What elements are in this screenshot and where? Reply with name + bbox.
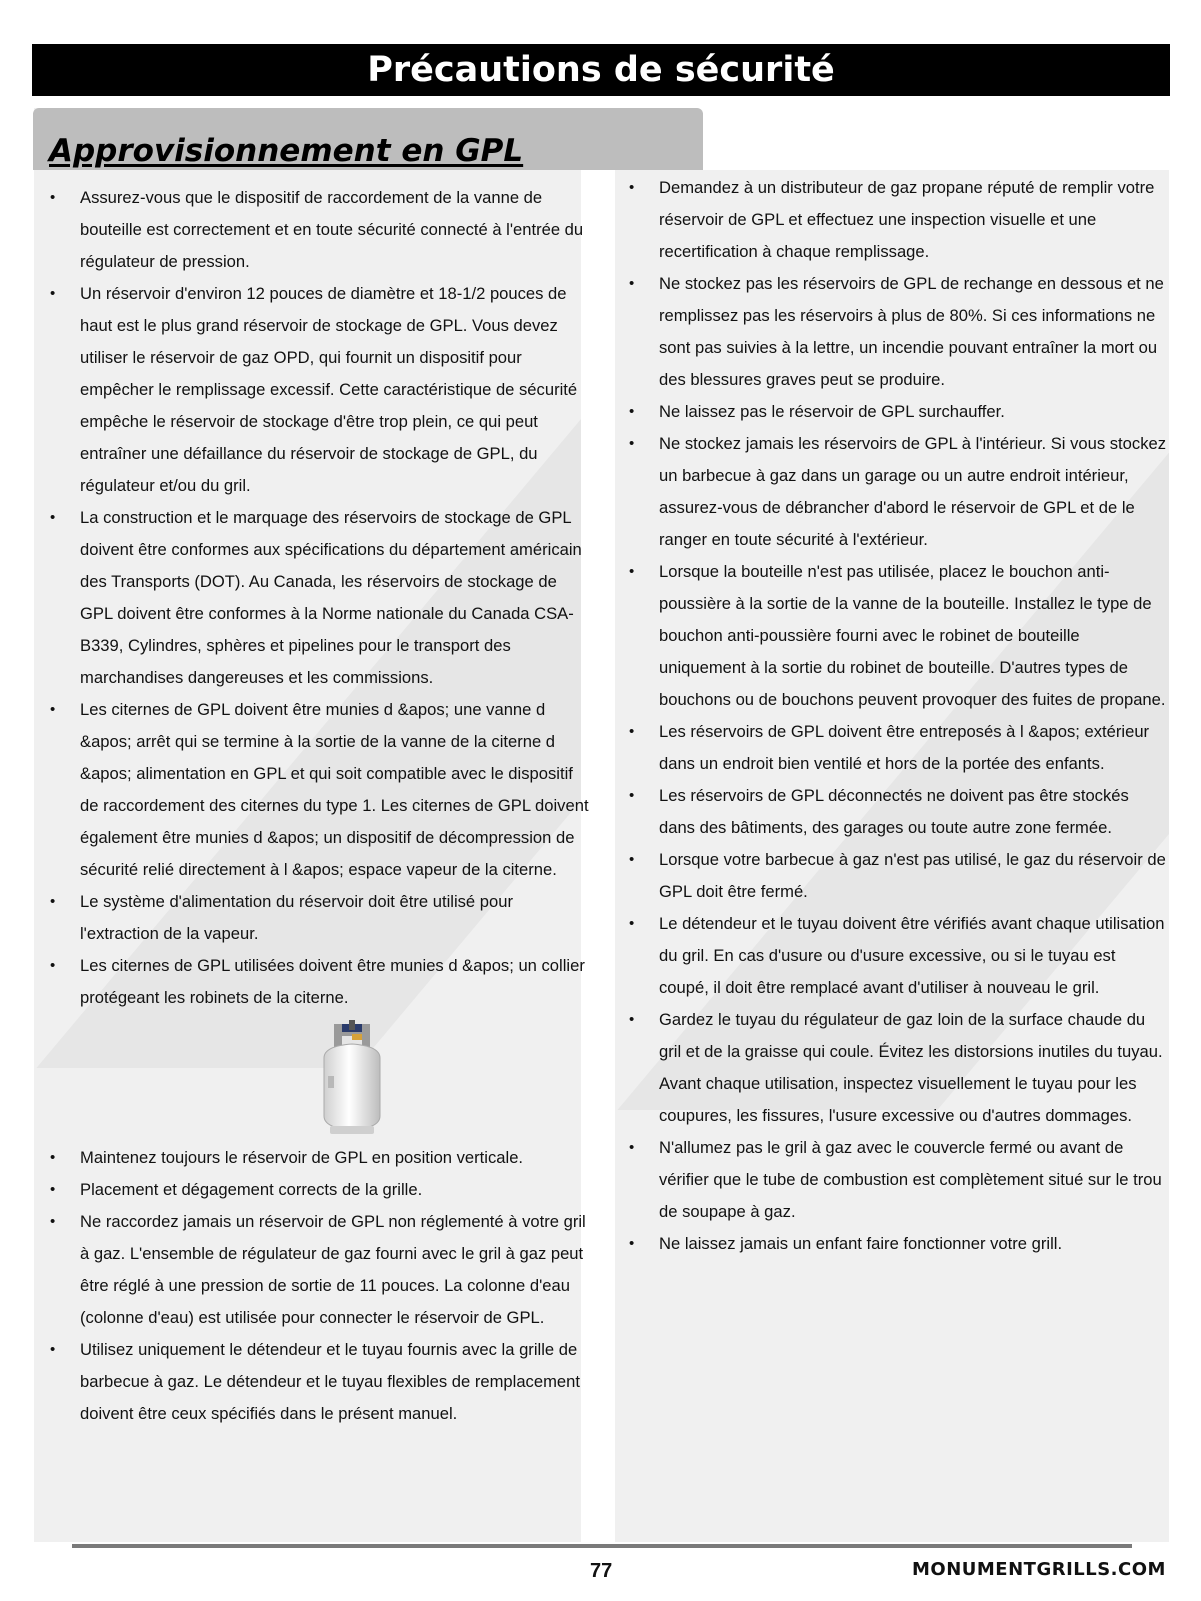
list-item: • Les réservoirs de GPL doivent être entreposés à l &apos; extérieur dans un endroit bien ventilé et hors de la portée des enfants.: [629, 716, 1169, 780]
list-item: • Ne stockez jamais les réservoirs de GPL à l'intérieur. Si vous stockez un barbecue à gaz dans un garage ou un autre endroit intérieur, assurez-vous de débrancher d'abord le réservoir de GPL et de le ranger en toute sécurité à l'extérieur.: [629, 428, 1169, 556]
page-title: Précautions de sécurité: [32, 44, 1170, 96]
list-item: • Ne laissez jamais un enfant faire fonctionner votre grill.: [629, 1228, 1169, 1260]
left-bullet-list: [50, 182, 590, 1430]
list-item: • Les réservoirs de GPL déconnectés ne doivent pas être stockés dans des bâtiments, des garages ou toute autre zone fermée.: [629, 780, 1169, 844]
list-item: • Demandez à un distributeur de gaz propane réputé de remplir votre réservoir de GPL et effectuez une inspection visuelle et une recertification à chaque remplissage.: [629, 172, 1169, 268]
list-item: • Le détendeur et le tuyau doivent être vérifiés avant chaque utilisation du gril. En cas d'usure ou d'usure excessive, ou si le tuyau est coupé, il doit être remplacé avant d'utiliser à nouveau le gril.: [629, 908, 1169, 1004]
list-item: • Les citernes de GPL doivent être munies d &apos; une vanne d &apos; arrêt qui se termine à la sortie de la vanne de la citerne d &apos; alimentation en GPL et qui soit compatible avec le dispositif de raccordement des citernes du type 1. Les citernes de GPL doivent également être munies d &apos; un dispositif de décompression de sécurité relié directement à l &apos; espace vapeur de la citerne.: [50, 694, 590, 886]
list-item: • Le système d'alimentation du réservoir doit être utilisé pour l'extraction de la vapeur.: [50, 886, 590, 950]
website-url: MONUMENTGRILLS.COM: [912, 1559, 1166, 1580]
list-item: • Placement et dégagement corrects de la grille.: [50, 1174, 590, 1206]
list-item: • Gardez le tuyau du régulateur de gaz loin de la surface chaude du gril et de la graisse qui coule. Évitez les distorsions inutiles du tuyau. Avant chaque utilisation, inspectez visuellement le tuyau pour les coupures, les fissures, l'usure excessive ou d'autres dommages.: [629, 1004, 1169, 1132]
page-number: 77: [590, 1560, 613, 1582]
list-item: • Ne stockez pas les réservoirs de GPL de rechange en dessous et ne remplissez pas les réservoirs à plus de 80%. Si ces informations ne sont pas suivies à la lettre, un incendie pouvant entraîner la mort ou des blessures graves peut se produire.: [629, 268, 1169, 396]
list-item: • N'allumez pas le gril à gaz avec le couvercle fermé ou avant de vérifier que le tube de combustion est complètement situé sur le trou de soupape à gaz.: [629, 1132, 1169, 1228]
list-item: • Lorsque la bouteille n'est pas utilisée, placez le bouchon anti-poussière à la sortie de la vanne de la bouteille. Installez le type de bouchon anti-poussière fourni avec le robinet de bouteille uniquement à la sortie du robinet de bouteille. D'autres types de bouchons ou de bouchons peuvent provoquer des fuites de propane.: [629, 556, 1169, 716]
right-bullet-list: [629, 172, 1169, 1260]
list-item: • Lorsque votre barbecue à gaz n'est pas utilisé, le gaz du réservoir de GPL doit être fermé.: [629, 844, 1169, 908]
list-item: • Utilisez uniquement le détendeur et le tuyau fournis avec la grille de barbecue à gaz. Le détendeur et le tuyau flexibles de remplacement doivent être ceux spécifiés dans le présent manuel.: [50, 1334, 590, 1430]
list-item: • Les citernes de GPL utilisées doivent être munies d &apos; un collier protégeant les robinets de la citerne.: [50, 950, 590, 1014]
list-item: • La construction et le marquage des réservoirs de stockage de GPL doivent être conformes aux spécifications du département américain des Transports (DOT). Au Canada, les réservoirs de stockage de GPL doivent être conformes à la Norme nationale du Canada CSA-B339, Cylindres, sphères et pipelines pour le transport des marchandises dangereuses et les commissions.: [50, 502, 590, 694]
propane-tank-icon: [312, 1018, 392, 1136]
list-item: • Un réservoir d'environ 12 pouces de diamètre et 18-1/2 pouces de haut est le plus grand réservoir de stockage de GPL. Vous devez utiliser le réservoir de gaz OPD, qui fournit un dispositif pour empêcher le remplissage excessif. Cette caractéristique de sécurité empêche le réservoir de stockage d'être trop plein, ce qui peut entraîner une défaillance du réservoir de stockage de GPL, du régulateur et/ou du gril.: [50, 278, 590, 502]
list-item: • Assurez-vous que le dispositif de raccordement de la vanne de bouteille est correctement et en toute sécurité connecté à l'entrée du régulateur de pression.: [50, 182, 590, 278]
list-item: • Ne laissez pas le réservoir de GPL surchauffer.: [629, 396, 1169, 428]
list-item: • Maintenez toujours le réservoir de GPL en position verticale.: [50, 1142, 590, 1174]
list-item: • Ne raccordez jamais un réservoir de GPL non réglementé à votre gril à gaz. L'ensemble de régulateur de gaz fourni avec le gril à gaz peut être réglé à une pression de sortie de 11 pouces. La colonne d'eau (colonne d'eau) est utilisée pour connecter le réservoir de GPL.: [50, 1206, 590, 1334]
section-heading: Approvisionnement en GPL: [49, 133, 524, 169]
footer-divider: [72, 1544, 1132, 1548]
